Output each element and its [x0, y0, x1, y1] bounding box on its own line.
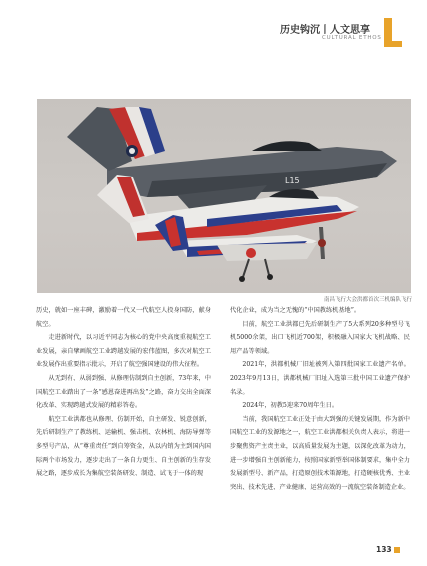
paragraph: 当前，我国航空工业正处于由大到强的关键发展期，作为新中国航空工业的发源地之一，航空工业洪都相关负责人表示，将进一步聚焦资产主责主业，以高质量发展为主题，以深化改革为动力，进一步增强自主创新能力，按照国家新型举国体制要求，集中全力发展新型号、新产品，打造原创技术策源地，打造硬核优秀、主业突出、技术先进、产业健康、运营高效的一流航空装备制造企业。 [230, 415, 410, 491]
article-right-column [230, 304, 410, 494]
paragraph: 2021年，洪都机械厂旧址被列入第四批国家工业遗产名单。2023年9月13日，洪都机械厂旧址入选第三批中国工业遗产保护名录。 [230, 361, 410, 396]
aircraft-illustration [37, 99, 411, 293]
paragraph: 历史，就如一座丰碑，激励着一代又一代航空人投身国防，献身航空。 [36, 307, 211, 328]
paragraph: 航空工业洪都也从修理、仿制开始，自主研发、锐意创新，先后研制生产了教练机、运输机、强击机、农林机、海防导弹等多型号产品，从“尊重责任”到自筹资金，从以内销为主到国内国际两个市场发力，逐步走出了一条自力更生、自主创新的生存发展之路，逐步成长为集航空装备研发、制造、试飞于一体的现 [36, 415, 211, 478]
paragraph: 从无到有、从弱到强、从修理仿制到自主创新，73年来，中国航空工业踏出了一条“感恩奋进再出发”之路，奋力交出全面深化改革、实现跨越式发展的精彩答卷。 [36, 374, 211, 410]
paragraph: 2024年，初教5迎来70周年生日。 [242, 402, 339, 410]
section-subtitle: CULTURAL ETHOS [322, 35, 382, 41]
photo-caption: 南昌飞行大会洪都首次三机编队飞行 [323, 297, 412, 303]
aircraft-marking: L15 [285, 176, 300, 185]
paragraph: 目前，航空工业洪都已先后研制生产了5大系列20多种型号飞机5000余架，出口飞机近700架，积极融入国家大飞机战略、民用产品等领域。 [230, 320, 410, 355]
header-accent-foot [384, 41, 402, 47]
page-number-marker [394, 547, 400, 553]
paragraph: 走进新时代，以习近平同志为核心的党中央高度重视航空工业发展，亲自擘画航空工业跨越发展的宏伟蓝图，多次对航空工业发展作出重要指示批示，开启了航空强国建设的伟大征程。 [36, 334, 211, 369]
aircraft-formation-photo [37, 99, 411, 293]
section-title: 历史钩沉丨人文思享 [280, 25, 370, 36]
paragraph: 代化企业，成为当之无愧的“中国教练机基地”。 [230, 307, 361, 314]
page-number: 133 [376, 545, 392, 554]
article-left-column [36, 304, 211, 481]
